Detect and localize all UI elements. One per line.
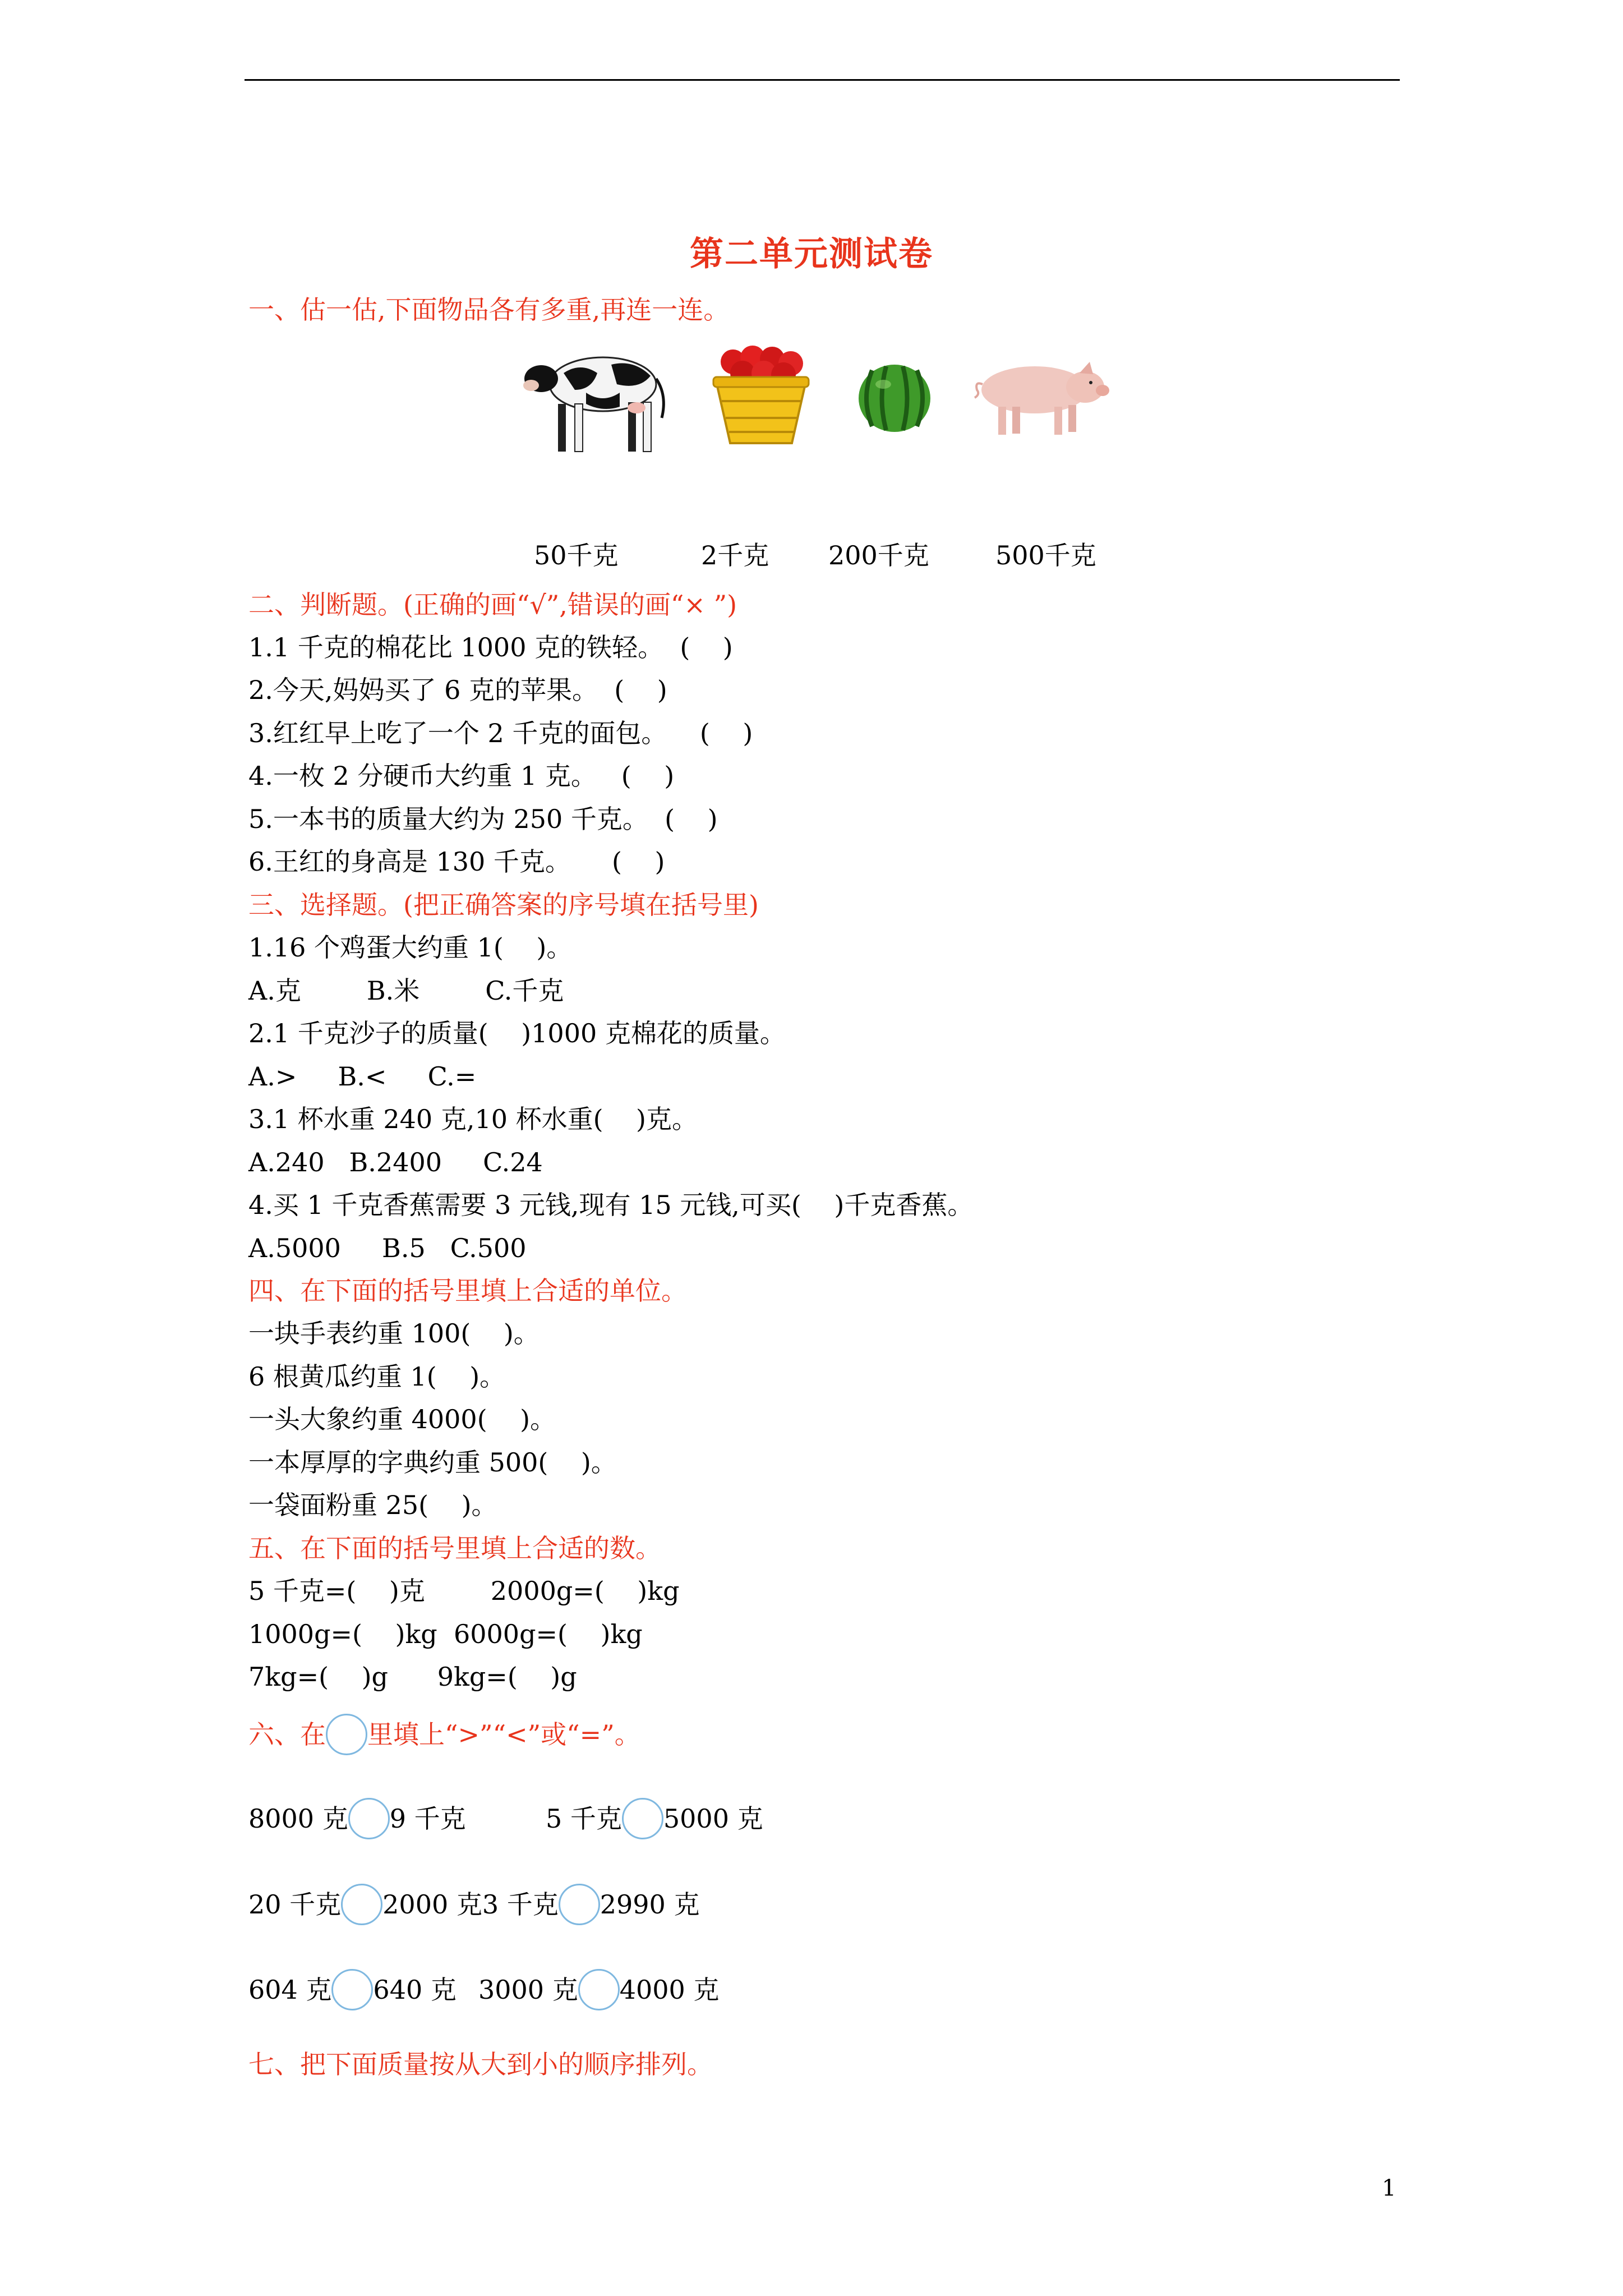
unit-item: 一头大象约重 4000( )。 xyxy=(248,1404,556,1434)
compare-cell xyxy=(248,1798,546,1839)
compare-cell xyxy=(482,1884,700,1925)
section4-heading: 四、在下面的括号里填上合适的单位。 xyxy=(248,1276,687,1306)
compare-right: 2990 克 xyxy=(600,1889,700,1920)
convert-item: 7kg=( )g 9kg=( )g xyxy=(248,1662,577,1692)
unit-item: 一袋面粉重 25( )。 xyxy=(248,1490,497,1520)
compare-circle-example xyxy=(326,1714,367,1755)
weight-label-3: 200千克 xyxy=(828,540,929,570)
judge-item: 2.今天,妈妈买了 6 克的苹果。 ( ) xyxy=(248,675,667,705)
compare-circle[interactable] xyxy=(348,1798,390,1839)
compare-left: 3000 克 xyxy=(478,1975,578,2005)
weight-label-4: 500千克 xyxy=(995,540,1096,570)
compare-row xyxy=(248,1798,763,1839)
compare-right: 2000 克 xyxy=(382,1889,482,1920)
section6-heading-end: 里填上“>”“<”或“=”。 xyxy=(367,1719,640,1750)
section6-heading-start: 六、在 xyxy=(248,1719,326,1750)
choice-question: 4.买 1 千克香蕉需要 3 元钱,现有 15 元钱,可买( )千克香蕉。 xyxy=(248,1190,974,1220)
judge-item: 1.1 千克的棉花比 1000 克的铁轻。 ( ) xyxy=(248,632,733,662)
compare-circle[interactable] xyxy=(622,1798,663,1839)
compare-right: 640 克 xyxy=(373,1975,457,2005)
compare-circle[interactable] xyxy=(331,1969,373,2010)
choice-question: 3.1 杯水重 240 克,10 杯水重( )克。 xyxy=(248,1104,698,1134)
weight-label-1: 50千克 xyxy=(534,540,619,570)
choice-question: 1.16 个鸡蛋大约重 1( )。 xyxy=(248,932,573,963)
convert-item: 1000g=( )kg 6000g=( )kg xyxy=(248,1619,643,1649)
section6-heading xyxy=(248,1714,640,1755)
unit-item: 一本厚厚的字典约重 500( )。 xyxy=(248,1447,617,1478)
compare-cell xyxy=(478,1969,719,2010)
weight-label-2: 2千克 xyxy=(701,540,769,570)
apple-basket-image xyxy=(708,342,814,449)
watermelon-image xyxy=(855,362,934,435)
compare-right: 9 千克 xyxy=(389,1803,466,1834)
compare-right: 5000 克 xyxy=(663,1803,763,1834)
unit-item: 一块手表约重 100( )。 xyxy=(248,1318,540,1349)
compare-cell xyxy=(546,1798,763,1839)
header-rule xyxy=(245,79,1400,81)
compare-row xyxy=(248,1884,699,1925)
compare-left: 3 千克 xyxy=(482,1889,559,1920)
compare-left: 604 克 xyxy=(248,1975,332,2005)
page-number: 1 xyxy=(1382,2175,1396,2201)
convert-item: 5 千克=( )克 2000g=( )kg xyxy=(248,1576,680,1606)
section5-heading: 五、在下面的括号里填上合适的数。 xyxy=(248,1533,661,1563)
section2-heading: 二、判断题。(正确的画“√”,错误的画“× ”) xyxy=(248,590,737,620)
judge-item: 4.一枚 2 分硬币大约重 1 克。 ( ) xyxy=(248,761,675,791)
compare-circle[interactable] xyxy=(559,1884,600,1925)
judge-item: 5.一本书的质量大约为 250 千克。 ( ) xyxy=(248,804,718,834)
judge-item: 6.王红的身高是 130 千克。 ( ) xyxy=(248,846,665,877)
compare-cell xyxy=(248,1969,478,2010)
unit-item: 6 根黄瓜约重 1( )。 xyxy=(248,1361,506,1392)
compare-circle[interactable] xyxy=(578,1969,620,2010)
pig-image xyxy=(970,353,1110,438)
page-title: 第二单元测试卷 xyxy=(690,234,933,274)
choice-question: 2.1 千克沙子的质量( )1000 克棉花的质量。 xyxy=(248,1018,786,1048)
choice-options: A.5000 B.5 C.500 xyxy=(248,1233,527,1263)
compare-row xyxy=(248,1969,719,2010)
compare-cell xyxy=(248,1884,482,1925)
section3-heading: 三、选择题。(把正确答案的序号填在括号里) xyxy=(248,890,759,920)
choice-options: A.> B.< C.= xyxy=(248,1061,477,1092)
judge-item: 3.红红早上吃了一个 2 千克的面包。 ( ) xyxy=(248,718,753,748)
compare-left: 5 千克 xyxy=(546,1803,622,1834)
compare-right: 4000 克 xyxy=(619,1975,720,2005)
compare-circle[interactable] xyxy=(341,1884,382,1925)
section7-heading: 七、把下面质量按从大到小的顺序排列。 xyxy=(248,2049,713,2079)
choice-options: A.克 B.米 C.千克 xyxy=(248,976,564,1006)
compare-left: 20 千克 xyxy=(248,1889,342,1920)
compare-left: 8000 克 xyxy=(248,1803,348,1834)
choice-options: A.240 B.2400 C.24 xyxy=(248,1147,543,1177)
section1-heading: 一、估一估,下面物品各有多重,再连一连。 xyxy=(248,295,730,325)
cow-image xyxy=(519,339,670,457)
